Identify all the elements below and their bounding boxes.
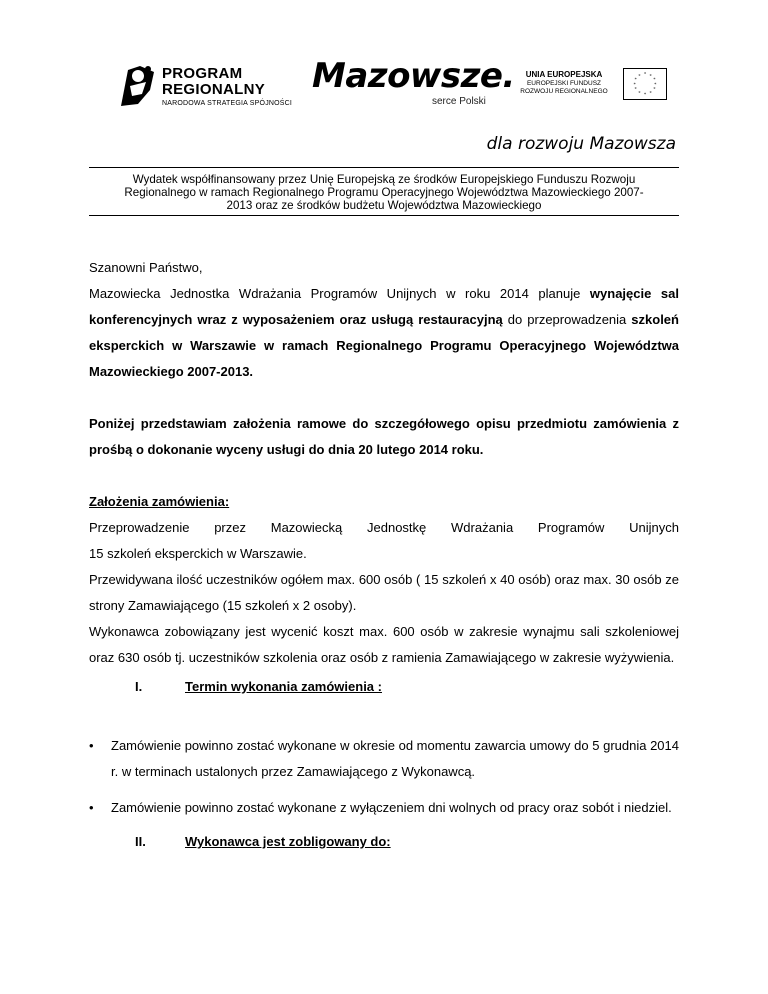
funding-notice-line3: 2013 oraz ze środków budżetu Województwa Mazowieckiego xyxy=(226,199,542,212)
svg-text:*: * xyxy=(649,74,652,80)
funding-notice-line2: Regionalnego w ramach Regionalnego Programu Operacyjnego Województwa Mazowieckiego 2007- xyxy=(124,186,644,199)
svg-text:*: * xyxy=(634,87,637,93)
schedule-list xyxy=(89,733,679,831)
bullet-icon: • xyxy=(89,738,94,753)
spacer xyxy=(89,463,679,489)
svg-text:*: * xyxy=(638,74,641,80)
list-item xyxy=(89,795,679,821)
svg-text:*: * xyxy=(643,93,647,99)
eu-flag-icon xyxy=(623,68,667,100)
mazowsze-wordmark: Mazowsze. xyxy=(312,56,515,96)
intro-text-2: do przeprowadzenia xyxy=(502,312,632,327)
eu-logo xyxy=(515,70,665,106)
svg-text:*: * xyxy=(653,78,656,84)
assumption3: Wykonawca zobowiązany jest wycenić koszt max. 600 osób w zakresie wynajmu sali szkoleniowej oraz 630 osób tj. uczestników szkolenia oraz osób z ramienia Zamawiającego w zakresie wyżywienia. xyxy=(89,624,679,665)
program-logo-line2: REGIONALNY xyxy=(162,81,266,98)
section-2-title: Wykonawca jest zobligowany do: xyxy=(185,834,391,849)
list-item-text: Zamówienie powinno zostać wykonane w okresie od momentu zawarcia umowy do 5 grudnia 2014 r. w terminach ustalonych przez Zamawiającego z Wykonawcą. xyxy=(111,738,679,779)
eu-logo-line1: UNIA EUROPEJSKA xyxy=(525,70,603,79)
assumption1-line2: 15 szkoleń eksperckich w Warszawie. xyxy=(89,546,307,561)
list-item xyxy=(89,733,679,785)
svg-text:*: * xyxy=(634,78,637,84)
mazowsze-logo xyxy=(312,56,515,107)
section-2-heading xyxy=(135,834,391,849)
svg-text:*: * xyxy=(653,87,656,93)
svg-text:*: * xyxy=(643,72,647,78)
regional-program-figure-icon xyxy=(118,60,158,108)
spacer xyxy=(89,385,679,411)
request-paragraph: Poniżej przedstawiam założenia ramowe do szczegółowego opisu przedmiotu zamówienia z prośbą o dokonanie wyceny usługi do dnia 20 lutego 2014 roku. xyxy=(89,416,679,457)
assumptions-heading: Założenia zamówienia: xyxy=(89,494,230,509)
assumption2: Przewidywana ilość uczestników ogółem max. 600 osób ( 15 szkoleń x 40 osób) oraz max. 30 osób ze strony Zamawiającego (15 szkoleń x 2 osoby). xyxy=(89,572,679,613)
mazowsze-subtitle: serce Polski xyxy=(432,96,486,107)
header-logos xyxy=(0,56,768,116)
section-2-number: II. xyxy=(135,834,146,849)
intro-bold-2: szkoleń eksperckich w Warszawie w ramach Regionalnego Programu Operacyjnego Województwa Mazowieckiego 2007-2013. xyxy=(89,312,679,379)
salutation: Szanowni Państwo, xyxy=(89,260,203,275)
program-regionalny-logo xyxy=(118,60,298,112)
svg-text:*: * xyxy=(633,82,636,88)
section-1-title: Termin wykonania zamówienia : xyxy=(185,679,382,694)
program-logo-line1: PROGRAM xyxy=(162,65,243,82)
intro-bold-1: wynajęcie sal konferencyjnych wraz z wyposażeniem oraz usługą restauracyjną xyxy=(89,286,679,327)
funding-notice xyxy=(89,167,679,216)
slogan: dla rozwoju Mazowsza xyxy=(486,134,676,154)
svg-text:*: * xyxy=(654,82,657,88)
assumption1-line1: Przeprowadzenie przez Mazowiecką Jednostkę Wdrażania Programów Unijnych xyxy=(89,520,679,535)
program-logo-line3: NARODOWA STRATEGIA SPÓJNOŚCI xyxy=(162,100,293,107)
eu-logo-line3: ROZWOJU REGIONALNEGO xyxy=(520,88,608,95)
svg-text:*: * xyxy=(649,91,652,97)
intro-text-1: Mazowiecka Jednostka Wdrażania Programów Unijnych w roku 2014 planuje xyxy=(89,286,590,301)
letter-body xyxy=(89,255,679,671)
eu-logo-line2: EUROPEJSKI FUNDUSZ xyxy=(526,80,602,87)
bullet-icon: • xyxy=(89,800,94,815)
section-1-heading xyxy=(135,679,382,694)
section-1-number: I. xyxy=(135,679,143,694)
svg-text:*: * xyxy=(638,91,641,97)
funding-notice-line1: Wydatek współfinansowany przez Unię Europejską ze środków Europejskiego Funduszu Rozwoju xyxy=(132,173,636,186)
intro-paragraph xyxy=(89,281,679,385)
list-item-text: Zamówienie powinno zostać wykonane z wyłączeniem dni wolnych od pracy oraz sobót i niedziel. xyxy=(111,800,672,815)
